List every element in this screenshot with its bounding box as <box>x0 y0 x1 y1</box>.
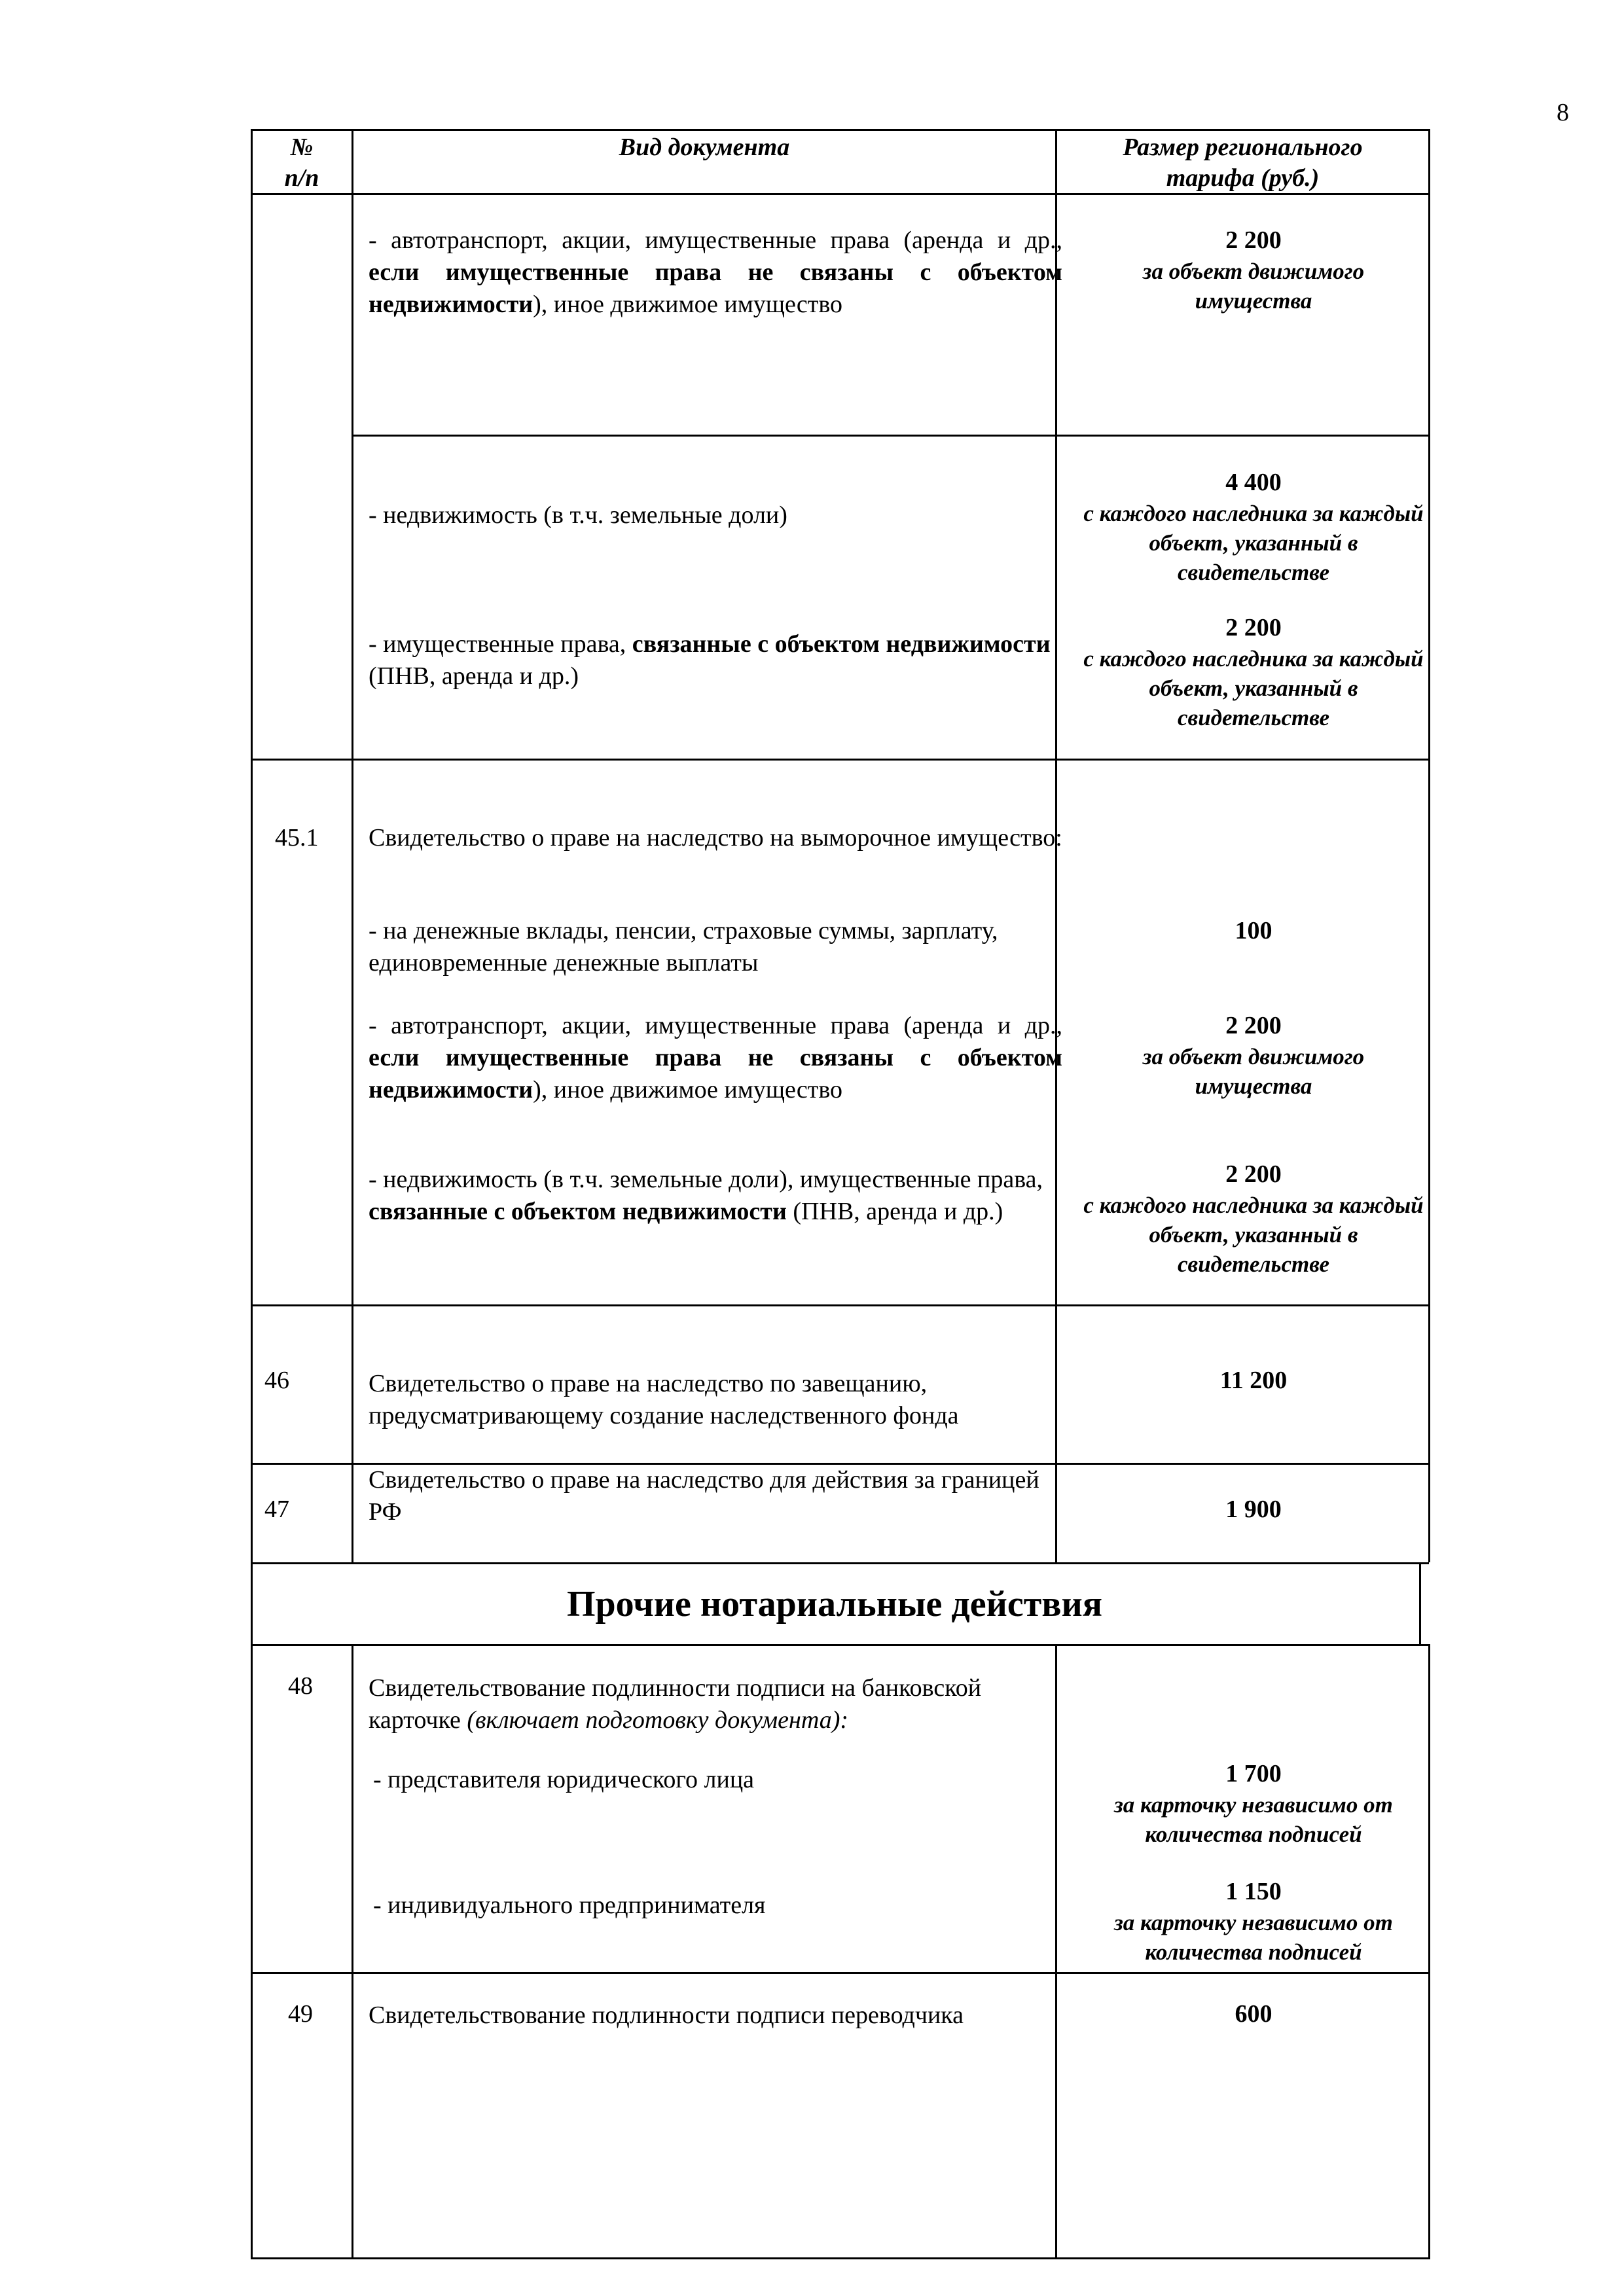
cont-row2-fee1 <box>1064 467 1443 587</box>
row-45-1-fee2 <box>1064 1010 1443 1101</box>
header-tariff-line1: Размер регионального <box>1123 134 1363 161</box>
header-num-line1: № <box>290 134 314 161</box>
row-47-fee <box>1064 1494 1443 1526</box>
row-46-text: Свидетельство о праве на наследство по завещанию, предусматривающему создание наследственного фонда <box>369 1370 959 1429</box>
row-45-1-item2: - автотранспорт, акции, имущественные права (аренда и др., если имущественные права не связаны с объектом недвижимости), иное движимое имущество <box>369 1012 1062 1103</box>
row-number: 49 <box>288 2000 313 2028</box>
row-number: 47 <box>264 1496 289 1523</box>
row-49-fee <box>1064 1998 1443 2030</box>
cont-row2-fee2 <box>1064 612 1443 732</box>
row-45-1-fee1 <box>1064 915 1443 947</box>
row-number: 46 <box>264 1367 289 1394</box>
header-doc-type: Вид документа <box>619 134 790 161</box>
fee-amount: 1 900 <box>1225 1496 1282 1523</box>
fee-amount: 2 200 <box>1225 614 1282 641</box>
fee-amount: 2 200 <box>1225 1012 1282 1039</box>
row-48-item2: - индивидуального предпринимателя <box>373 1892 766 1919</box>
row-47-text: Свидетельство о праве на наследство для действия за границей РФ <box>369 1466 1039 1526</box>
row-45-1-title: Свидетельство о праве на наследство на выморочное имущество: <box>369 824 1062 852</box>
header-num-line2: п/п <box>284 164 319 192</box>
fee-amount: 1 700 <box>1225 1760 1282 1787</box>
fee-amount: 2 200 <box>1225 226 1282 254</box>
row-45-1-fee3 <box>1064 1158 1443 1279</box>
fee-amount: 600 <box>1235 2000 1272 2028</box>
fee-amount: 1 150 <box>1225 1878 1282 1905</box>
fee-note: за объект движимого имущества <box>1142 1044 1365 1099</box>
fee-note: с каждого наследника за каждый объект, указанный в свидетельстве <box>1083 501 1424 585</box>
row-45-1-item1: - на денежные вклады, пенсии, страховые суммы, зарплату, единовременные денежные выплаты <box>369 917 998 977</box>
row-48-fee2 <box>1064 1876 1443 1967</box>
fee-note: за карточку независимо от количества подписей <box>1114 1792 1393 1847</box>
row-45-1-item3: - недвижимость (в т.ч. земельные доли), имущественные права, связанные с объектом недвижимости (ПНВ, аренда и др.) <box>369 1166 1043 1225</box>
fee-note: за объект движимого имущества <box>1142 259 1365 314</box>
fee-amount: 11 200 <box>1219 1367 1288 1394</box>
cont-row1-fee <box>1064 224 1443 315</box>
fee-amount: 4 400 <box>1225 469 1282 496</box>
fee-amount: 2 200 <box>1225 1160 1282 1188</box>
row-46-fee <box>1064 1365 1443 1397</box>
cont-row2-text2: - имущественные права, связанные с объектом недвижимости (ПНВ, аренда и др.) <box>369 630 1051 690</box>
cont-row2-text1: - недвижимость (в т.ч. земельные доли) <box>369 501 787 529</box>
row-48-item1: - представителя юридического лица <box>373 1766 755 1793</box>
fee-note: за карточку независимо от количества подписей <box>1114 1910 1393 1965</box>
row-number: 45.1 <box>275 824 319 852</box>
header-tariff-line2: тарифа (руб.) <box>1166 164 1320 192</box>
fee-amount: 100 <box>1235 917 1272 944</box>
cont-row1-text: - автотранспорт, акции, имущественные права (аренда и др., если имущественные права не связаны с объектом недвижимости), иное движимое имущество <box>369 226 1062 318</box>
row-48-title: Свидетельствование подлинности подписи на банковской карточке (включает подготовку документа): <box>369 1674 982 1734</box>
page-number: 8 <box>1557 99 1569 126</box>
fee-note: с каждого наследника за каждый объект, указанный в свидетельстве <box>1083 646 1424 730</box>
fee-note: с каждого наследника за каждый объект, указанный в свидетельстве <box>1083 1193 1424 1277</box>
row-49-text: Свидетельствование подлинности подписи переводчика <box>369 2001 964 2029</box>
row-48-fee1 <box>1064 1758 1443 1849</box>
row-number: 48 <box>288 1672 313 1700</box>
section-title: Прочие нотариальные действия <box>566 1584 1103 1624</box>
